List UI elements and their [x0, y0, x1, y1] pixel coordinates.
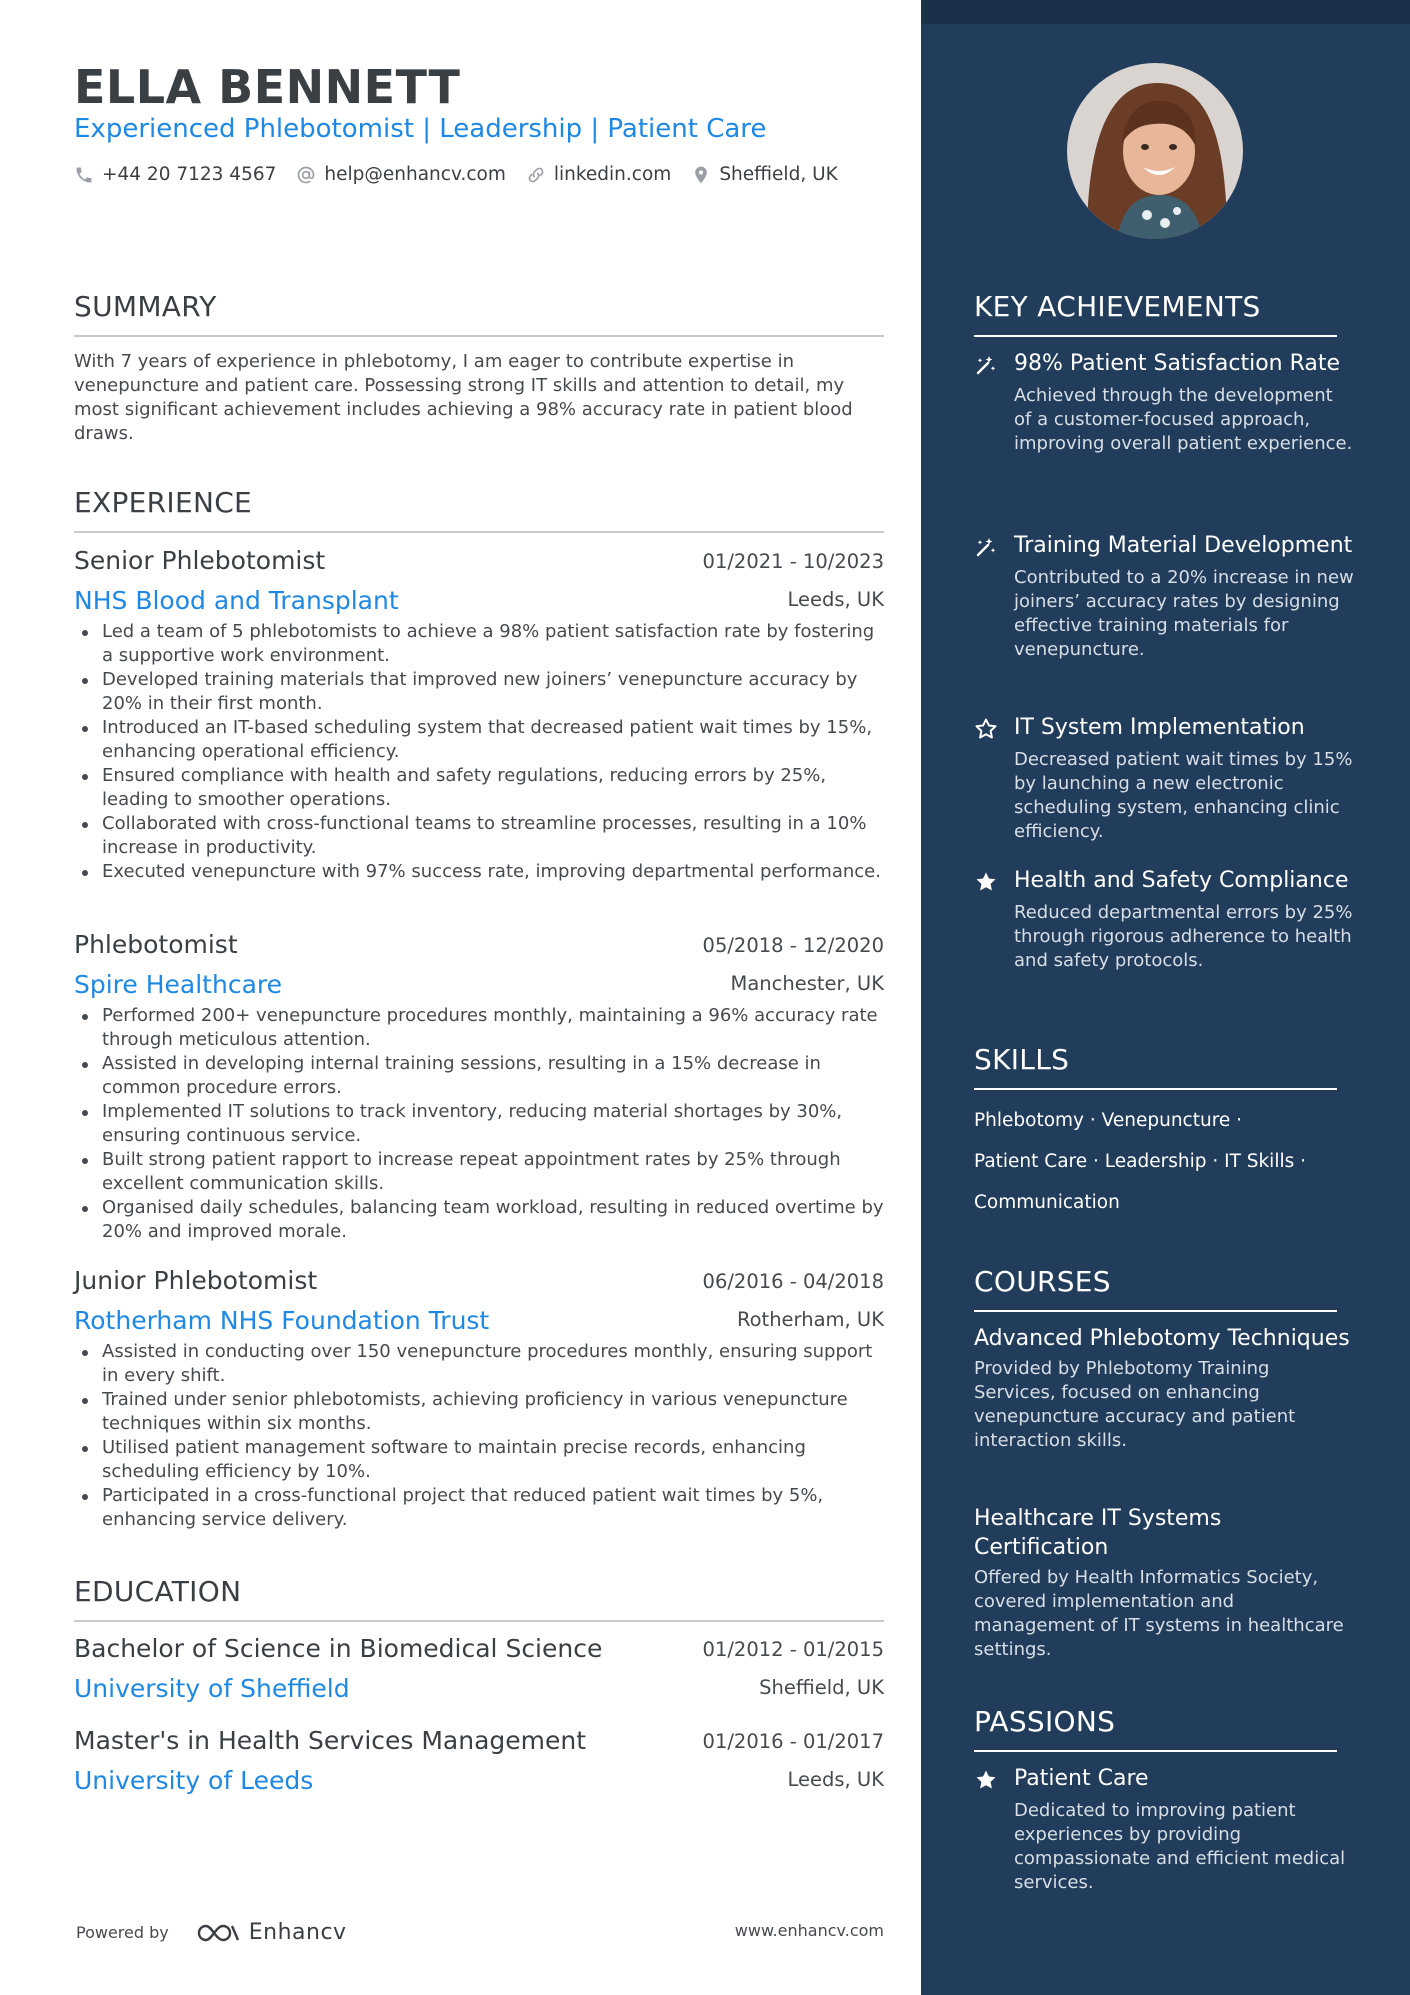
job-bullets: [74, 1340, 884, 1532]
education-location: Sheffield, UK: [759, 1676, 884, 1699]
job-bullets: [74, 1004, 884, 1244]
footer-powered-by: [76, 1920, 347, 1945]
job-bullet: Introduced an IT-based scheduling system that decreased patient wait times by 15%, enhancing operational efficiency.: [74, 716, 884, 764]
job-bullet: Assisted in developing internal training sessions, resulting in a 15% decrease in common procedure errors.: [74, 1052, 884, 1100]
job-bullet: Trained under senior phlebotomists, achieving proficiency in various venepuncture techniques within six months.: [74, 1388, 884, 1436]
achievement-title: Training Material Development: [1014, 533, 1353, 558]
link-icon: [526, 165, 546, 185]
summary-text: With 7 years of experience in phlebotomy, I am eager to contribute expertise in venepuncture and patient care. Possessing strong IT skills and attention to detail, my most significant achievement includes achieving a 98% accuracy rate in patient blood draws.: [74, 351, 853, 444]
job-entry: [74, 1266, 884, 1532]
magic-wand-icon: [974, 535, 998, 559]
education-school: University of Sheffield: [74, 1674, 350, 1703]
job-company: Rotherham NHS Foundation Trust: [74, 1306, 490, 1335]
footer-url[interactable]: www.enhancv.com: [734, 1921, 884, 1940]
job-bullet: Developed training materials that improved new joiners’ venepuncture accuracy by 20% in their first month.: [74, 668, 884, 716]
job-bullets: [74, 620, 884, 884]
job-bullet: Utilised patient management software to maintain precise records, enhancing scheduling efficiency by 10%.: [74, 1436, 884, 1484]
course-title: Advanced Phlebotomy Techniques: [974, 1326, 1350, 1351]
course-desc: Offered by Health Informatics Society, covered implementation and management of IT systems in healthcare settings.: [974, 1567, 1344, 1660]
education-location: Leeds, UK: [787, 1768, 884, 1791]
skills-line: Communication: [974, 1192, 1120, 1213]
job-bullet: Ensured compliance with health and safety regulations, reducing errors by 25%, leading to smoother operations.: [74, 764, 884, 812]
job-bullet: Built strong patient rapport to increase repeat appointment rates by 25% through excellent communication skills.: [74, 1148, 884, 1196]
skills-list: [974, 1100, 1354, 1223]
candidate-name: ELLA BENNETT: [74, 60, 461, 114]
education-entry: [74, 1726, 884, 1800]
job-title: Senior Phlebotomist: [74, 546, 326, 575]
achievement-title: Health and Safety Compliance: [1014, 868, 1349, 893]
skills-line: Patient Care · Leadership · IT Skills ·: [974, 1151, 1307, 1172]
course-item: [974, 1324, 1354, 1453]
achievement-item: [974, 866, 1354, 973]
achievement-title: IT System Implementation: [1014, 715, 1305, 740]
job-entry: [74, 930, 884, 1244]
job-bullet: Executed venepuncture with 97% success rate, improving departmental performance.: [74, 860, 884, 884]
job-bullet: Led a team of 5 phlebotomists to achieve a 98% patient satisfaction rate by fostering a supportive work environment.: [74, 620, 884, 668]
contact-location: [691, 164, 837, 185]
location-icon: [691, 165, 711, 185]
contact-email-text: help@enhancv.com: [324, 164, 506, 185]
education-school: University of Leeds: [74, 1766, 314, 1795]
job-bullet: Performed 200+ venepuncture procedures monthly, maintaining a 96% accuracy rate through meticulous attention.: [74, 1004, 884, 1052]
job-title: Junior Phlebotomist: [74, 1266, 318, 1295]
achievement-item: [974, 713, 1354, 844]
job-entry: [74, 546, 884, 884]
passion-desc: Dedicated to improving patient experiences by providing compassionate and efficient medical services.: [1014, 1800, 1346, 1893]
education-dates: 01/2012 - 01/2015: [702, 1638, 884, 1661]
star-outline-icon: [974, 717, 998, 741]
star-filled-icon: [974, 1768, 998, 1792]
powered-by-label: Powered by: [76, 1923, 169, 1942]
sidebar: [921, 0, 1410, 1995]
achievement-desc: Decreased patient wait times by 15% by launching a new electronic scheduling system, enhancing clinic efficiency.: [1014, 749, 1353, 842]
job-company: NHS Blood and Transplant: [74, 586, 399, 615]
education-dates: 01/2016 - 01/2017: [702, 1730, 884, 1753]
enhancv-brand: Enhancv: [248, 1920, 347, 1945]
job-bullet: Assisted in conducting over 150 venepuncture procedures monthly, ensuring support in every shift.: [74, 1340, 884, 1388]
skills-heading: SKILLS: [974, 1043, 1337, 1090]
candidate-tagline: Experienced Phlebotomist | Leadership | Patient Care: [74, 114, 767, 144]
education-heading: EDUCATION: [74, 1575, 884, 1622]
achievements-heading: KEY ACHIEVEMENTS: [974, 290, 1337, 337]
achievement-item: [974, 531, 1354, 662]
star-filled-icon: [974, 870, 998, 894]
passion-item: [974, 1764, 1354, 1895]
passions-heading: PASSIONS: [974, 1705, 1337, 1752]
sidebar-top-band: [921, 0, 1410, 24]
course-desc: Provided by Phlebotomy Training Services, focused on enhancing venepuncture accuracy and patient interaction skills.: [974, 1358, 1296, 1451]
job-location: Rotherham, UK: [736, 1308, 884, 1331]
job-dates: 05/2018 - 12/2020: [702, 934, 884, 957]
job-company: Spire Healthcare: [74, 970, 283, 999]
education-degree: Master's in Health Services Management: [74, 1726, 587, 1755]
summary-heading: SUMMARY: [74, 290, 884, 337]
contact-email[interactable]: [296, 164, 505, 185]
job-title: Phlebotomist: [74, 930, 238, 959]
achievement-desc: Contributed to a 20% increase in new joiners’ accuracy rates by designing effective training materials for venepuncture.: [1014, 567, 1354, 660]
contact-location-text: Sheffield, UK: [719, 164, 838, 185]
achievement-desc: Achieved through the development of a customer-focused approach, improving overall patient experience.: [1014, 385, 1353, 454]
contact-phone-text: +44 20 7123 4567: [102, 164, 277, 185]
job-bullet: Collaborated with cross-functional teams to streamline processes, resulting in a 10% increase in productivity.: [74, 812, 884, 860]
job-bullet: Implemented IT solutions to track inventory, reducing material shortages by 30%, ensuring continuous service.: [74, 1100, 884, 1148]
phone-icon: [74, 165, 94, 185]
enhancv-logo[interactable]: [195, 1920, 347, 1945]
job-location: Leeds, UK: [787, 588, 884, 611]
contact-linkedin-text: linkedin.com: [553, 164, 672, 185]
education-entry: [74, 1634, 884, 1708]
achievement-title: 98% Patient Satisfaction Rate: [1014, 351, 1341, 376]
job-bullet: Organised daily schedules, balancing team workload, resulting in reduced overtime by 20% and improved morale.: [74, 1196, 884, 1244]
education-degree: Bachelor of Science in Biomedical Science: [74, 1634, 603, 1663]
enhancv-logo-icon: [195, 1921, 241, 1945]
profile-photo: [1067, 63, 1243, 239]
contact-linkedin[interactable]: [526, 164, 671, 185]
achievement-desc: Reduced departmental errors by 25% through rigorous adherence to health and safety protocols.: [1014, 902, 1353, 971]
job-location: Manchester, UK: [730, 972, 884, 995]
passion-title: Patient Care: [1014, 1766, 1149, 1791]
job-bullet: Participated in a cross-functional project that reduced patient wait times by 5%, enhancing service delivery.: [74, 1484, 884, 1532]
course-item: [974, 1504, 1354, 1662]
contact-phone[interactable]: [74, 164, 276, 185]
job-dates: 06/2016 - 04/2018: [702, 1270, 884, 1293]
courses-heading: COURSES: [974, 1265, 1337, 1312]
course-title: Healthcare IT Systems Certification: [974, 1506, 1222, 1560]
achievement-item: [974, 349, 1354, 456]
contact-list: [74, 164, 858, 185]
magic-wand-icon: [974, 353, 998, 377]
profile-photo-illustration: [1067, 63, 1243, 239]
skills-line: Phlebotomy · Venepuncture ·: [974, 1110, 1243, 1131]
experience-heading: EXPERIENCE: [74, 486, 884, 533]
at-icon: [296, 165, 316, 185]
job-dates: 01/2021 - 10/2023: [702, 550, 884, 573]
